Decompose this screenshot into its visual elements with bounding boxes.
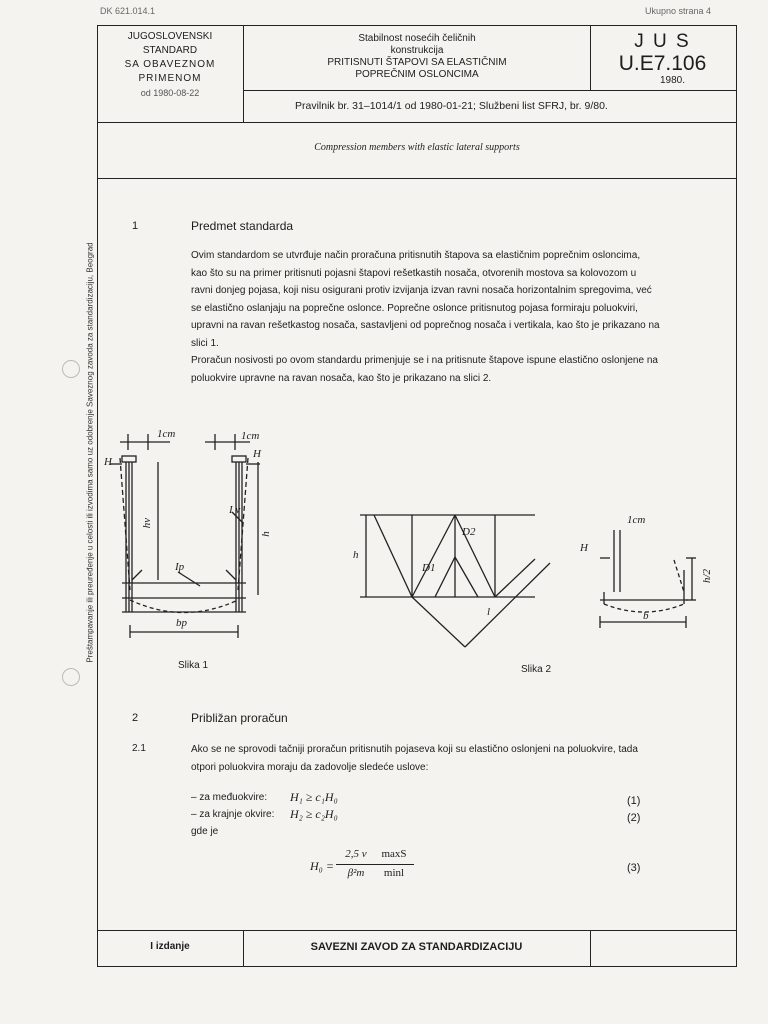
equation-number-2: (2) [627, 812, 641, 824]
jus-year: 1980. [659, 75, 685, 86]
fig1-label-1cm-left: 1cm [157, 428, 176, 440]
figure-2-caption: Slika 2 [521, 664, 552, 675]
eq3-fraction-1-bar [336, 864, 376, 865]
fig2-label-l: l [487, 606, 491, 618]
figure-2-drawing [350, 505, 555, 655]
fig2-label-D2: D2 [462, 526, 476, 538]
fig1-label-H-right: H [253, 448, 261, 460]
jus-code: U.E7.106 [618, 52, 707, 75]
section-2-heading: Približan proračun [191, 711, 288, 725]
title-line-3: PRITISNUTI ŠTAPOVI SA ELASTIČNIM [327, 57, 507, 68]
header-bottom-line [97, 122, 737, 123]
org-line-1: JUGOSLOVENSKI [127, 31, 213, 42]
section-2-1-paragraph [191, 741, 721, 776]
header-divider-1 [243, 25, 244, 122]
fig1-label-bp: bp [176, 617, 187, 629]
equation-number-1: (1) [627, 795, 641, 807]
jus-block [592, 32, 733, 86]
fig2-label-D1: D1 [422, 562, 436, 574]
header-divider-2 [590, 25, 591, 90]
text-line: kao što su na primer pritisnuti pojasni štapovi rešetkastih nosača, otvorenih mostova sa kolovozom u [191, 267, 637, 279]
fig2-detail-label-1cm: 1cm [627, 514, 646, 526]
udc-reference: DK 621.014.1 [100, 6, 156, 16]
eq3-fraction-2-bar [374, 864, 414, 865]
text-line: se elastično oslanjaju na poprečne oslonce. Poprečne oslonce pritisnutog pojasa formiraju poluokviri, [191, 302, 638, 314]
fig1-label-H-left: H [104, 456, 112, 468]
copyright-side-note: Preštampavanje ili preuređenje u celosti ili izvodima samo uz odobrenje Saveznog zavoda za standardizaciju, Beograd [85, 242, 95, 663]
section-1-number: 1 [132, 220, 139, 232]
fig1-label-Iv: I v [229, 504, 241, 516]
fig2-detail-label-b: b [643, 610, 649, 622]
footer-top-line [97, 930, 737, 931]
equation-number-3: (3) [627, 862, 641, 874]
punch-hole-mark [62, 668, 80, 686]
fig1-label-h: h [259, 531, 272, 537]
org-date: od 1980-08-22 [140, 88, 200, 98]
condition-1-formula: H₁ ≥ c₁H₀ [290, 790, 338, 804]
section-1-heading: Predmet standarda [191, 219, 294, 233]
org-line-2: STANDARD [142, 45, 198, 56]
text-line: Ovim standardom se utvrđuje način proračuna pritisnutih štapova sa elastičnim poprečnim osloncima, [191, 250, 641, 261]
eq3-lhs: H₀ = [310, 859, 334, 873]
org-block [100, 30, 240, 100]
header-divider-3 [243, 90, 737, 91]
fig2-label-h: h [353, 549, 359, 561]
fig2-detail-label-h2: h/2 [701, 568, 714, 584]
condition-2-label: – za krajnje okvire: [191, 809, 275, 820]
page-count: Ukupno strana 4 [645, 6, 712, 16]
text-line: Proračun nosivosti po ovom standardu primenjuje se i na pritisnute štapove ispune elastično oslonjene na [191, 355, 658, 366]
eq3-fraction-1-denominator: β²m [347, 867, 365, 879]
jus-label: J U S [634, 31, 691, 52]
org-line-4: PRIMENOM [138, 73, 202, 84]
eq3-fraction-2-denominator: minl [383, 867, 405, 879]
condition-1-label: – za međuokvire: [191, 792, 268, 803]
section-1-paragraph-1 [191, 247, 721, 387]
english-title: Compression members with elastic lateral supports [314, 142, 520, 153]
punch-hole-mark [62, 360, 80, 378]
fig1-label-1cm-right: 1cm [241, 430, 260, 442]
english-title-line [97, 178, 737, 179]
footer-institute: SAVEZNI ZAVOD ZA STANDARDIZACIJU [310, 941, 523, 953]
text-line: ravni donjeg pojasa, koji nisu osigurani protiv izvijanja izvan ravni nosača horizontalnim spregovima, već [191, 285, 652, 296]
text-line: upravni na ravan rešetkastog nosača, sastavljeni od poprečnog nosača i vertikala, kao što je prikazano na [191, 320, 660, 331]
section-2-1-number: 2.1 [132, 743, 146, 754]
title-line-4: POPREČNIM OSLONCIMA [355, 69, 479, 80]
fig1-label-Ip: Ip [175, 561, 185, 573]
footer-divider-2 [590, 930, 591, 966]
eq3-fraction-1-numerator: 2,5 ν [345, 848, 367, 860]
figure-1-caption: Slika 1 [178, 660, 209, 671]
text-line: poluokvire upravne na ravan nosača, kao što je prikazano na slici 2. [191, 372, 492, 384]
title-line-2: konstrukcija [390, 45, 444, 56]
org-line-3: SA OBAVEZNOM [124, 59, 216, 70]
title-block [246, 33, 588, 81]
footer-edition: I izdanje [150, 941, 190, 952]
where-label: gde je [191, 826, 219, 837]
fig1-label-hv: hv [141, 517, 154, 529]
eq3-fraction-2-numerator: maxS [381, 848, 407, 860]
condition-2-formula: H₂ ≥ c₂H₀ [290, 807, 338, 821]
text-line: otpori poluokvira moraju da zadovolje sledeće uslove: [191, 761, 429, 773]
title-line-1: Stabilnost nosećih čeličnih [358, 33, 476, 44]
text-line: slici 1. [191, 337, 219, 349]
fig2-detail-label-H: H [580, 542, 588, 554]
section-2-number: 2 [132, 712, 139, 724]
regulation-line: Pravilnik br. 31–1014/1 od 1980-01-21; Službeni list SFRJ, br. 9/80. [295, 100, 608, 112]
text-line: Ako se ne sprovodi tačniji proračun pritisnutih pojaseva koji su elastično oslonjeni na poluokvire, tada [191, 744, 638, 755]
